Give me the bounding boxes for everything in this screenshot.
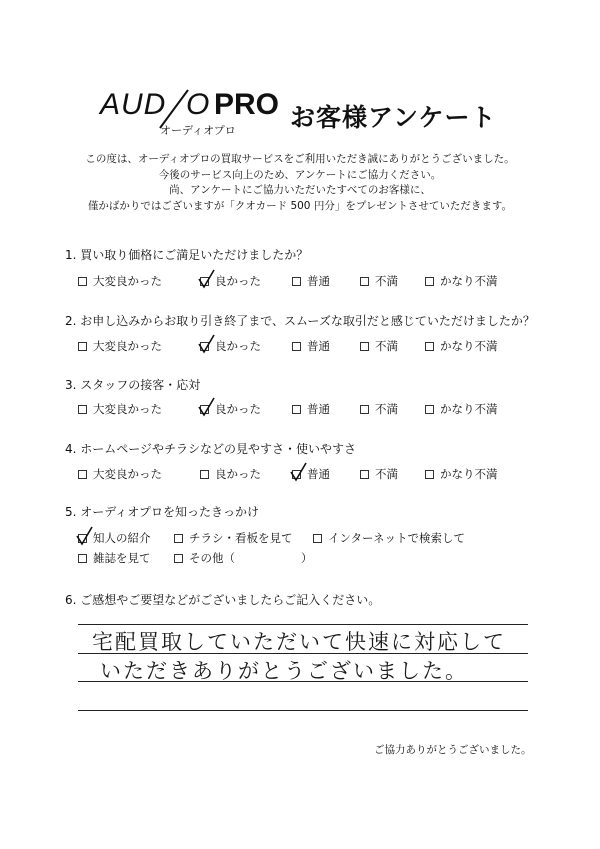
q3-option-2[interactable] [200,401,261,417]
option-label: かなり不満 [440,274,498,288]
q4-option-1[interactable] [78,466,162,482]
option-label: 不満 [375,274,398,288]
option-label: 普通 [307,467,330,481]
q5-option-other[interactable] [174,550,235,566]
question-3-title: 3. スタッフの接客・応対 [65,378,201,392]
q1-option-1[interactable] [78,273,162,289]
handwritten-check-icon [198,397,216,417]
option-label: 大変良かった [93,402,162,416]
answer-line [78,624,528,625]
intro-text [0,152,600,214]
q2-option-4[interactable] [360,338,398,354]
checkbox[interactable] [78,342,87,351]
question-2-title: 2. お申し込みからお取り引き終了まで、スムーズな取引だと感じていただけましたか？ [65,314,535,328]
logo-wordmark: AUD [100,88,167,121]
option-label: 良かった [215,339,261,353]
option-label: かなり不満 [440,339,498,353]
q4-option-5[interactable] [425,466,498,482]
intro-line: この度は、オーディオプロの買取サービスをご利用いただき誠にありがとうございました。 [85,153,515,165]
checkbox-checked[interactable] [200,342,209,351]
q3-option-3[interactable] [292,401,330,417]
q4-option-2[interactable] [200,466,261,482]
option-label: その他（ [189,551,235,565]
checkbox[interactable] [78,277,87,286]
option-label: 不満 [375,339,398,353]
q1-option-3[interactable] [292,273,330,289]
handwritten-answer-line-1: 宅配買取していただいて快速に対応して [92,630,506,654]
checkbox[interactable] [425,277,434,286]
handwritten-check-icon [290,462,308,482]
handwritten-check-icon [198,334,216,354]
checkbox[interactable] [360,405,369,414]
checkbox-checked[interactable] [200,277,209,286]
checkbox[interactable] [425,405,434,414]
option-label: 良かった [215,402,261,416]
page-title: お客様アンケート [290,103,497,132]
answer-line [78,710,528,711]
checkbox[interactable] [78,470,87,479]
logo [100,88,285,138]
q5-option-magazine[interactable] [78,550,151,566]
option-label: 大変良かった [93,274,162,288]
intro-line: 僅かばかりではございますが「クオカード 500 円分」をプレゼントさせていただきます。 [87,199,513,212]
intro-line: 尚、アンケートにご協力いただいたすべてのお客様に、 [169,184,431,196]
option-label: 普通 [307,339,330,353]
question-4-title: 4. ホームページやチラシなどの見やすさ・使いやすさ [65,442,357,456]
checkbox[interactable] [313,534,322,543]
checkbox[interactable] [425,342,434,351]
q4-option-4[interactable] [360,466,398,482]
answer-line [78,681,528,682]
q2-option-1[interactable] [78,338,162,354]
logo-kana: オーディオプロ [160,124,236,137]
checkbox[interactable] [360,470,369,479]
q1-option-2[interactable] [200,273,261,289]
checkbox[interactable] [78,405,87,414]
q3-option-5[interactable] [425,401,498,417]
checkbox[interactable] [292,405,301,414]
option-label: 雑誌を見て [93,551,151,565]
thanks-text: ご協力ありがとうございました。 [374,744,532,756]
option-label: インターネットで検索して [328,531,465,545]
q5-option-acquaintance[interactable] [78,530,151,546]
handwritten-check-icon [76,526,94,546]
option-label: チラシ・看板を見て [189,531,293,545]
logo-o: O [186,88,211,121]
checkbox[interactable] [292,342,301,351]
checkbox[interactable] [292,277,301,286]
checkbox-checked[interactable] [78,534,87,543]
logo-pro: PRO [214,88,280,121]
checkbox[interactable] [200,470,209,479]
q3-option-4[interactable] [360,401,398,417]
handwritten-answer-line-2: いただきありがとうございました。 [100,659,468,683]
checkbox[interactable] [78,554,87,563]
q3-option-1[interactable] [78,401,162,417]
checkbox[interactable] [360,277,369,286]
handwritten-check-icon [198,269,216,289]
q1-option-4[interactable] [360,273,398,289]
q4-option-3[interactable] [292,466,330,482]
q5-option-flyer[interactable] [174,530,293,546]
intro-line: 今後のサービス向上のため、アンケートにご協力ください。 [158,168,442,181]
option-label: 不満 [375,402,398,416]
q1-option-5[interactable] [425,273,498,289]
option-label: 良かった [215,274,261,288]
question-5-title: 5. オーディオプロを知ったきっかけ [65,505,259,519]
question-1-title: 1. 買い取り価格にご満足いただけましたか？ [65,248,309,262]
q5-other-close-paren: ） [301,551,313,565]
option-label: 知人の紹介 [93,531,151,545]
checkbox[interactable] [425,470,434,479]
checkbox-checked[interactable] [200,405,209,414]
answer-line [78,653,528,654]
checkbox[interactable] [174,534,183,543]
option-label: かなり不満 [440,402,498,416]
checkbox-checked[interactable] [292,470,301,479]
option-label: 大変良かった [93,339,162,353]
checkbox[interactable] [174,554,183,563]
option-label: 良かった [215,467,261,481]
option-label: 普通 [307,274,330,288]
option-label: 不満 [375,467,398,481]
checkbox[interactable] [360,342,369,351]
option-label: かなり不満 [440,467,498,481]
q2-option-3[interactable] [292,338,330,354]
question-6-title: 6. ご感想やご要望などがございましたらご記入ください。 [65,593,381,607]
q5-option-internet[interactable] [313,530,465,546]
q2-option-2[interactable] [200,338,261,354]
q2-option-5[interactable] [425,338,498,354]
option-label: 普通 [307,402,330,416]
option-label: 大変良かった [93,467,162,481]
